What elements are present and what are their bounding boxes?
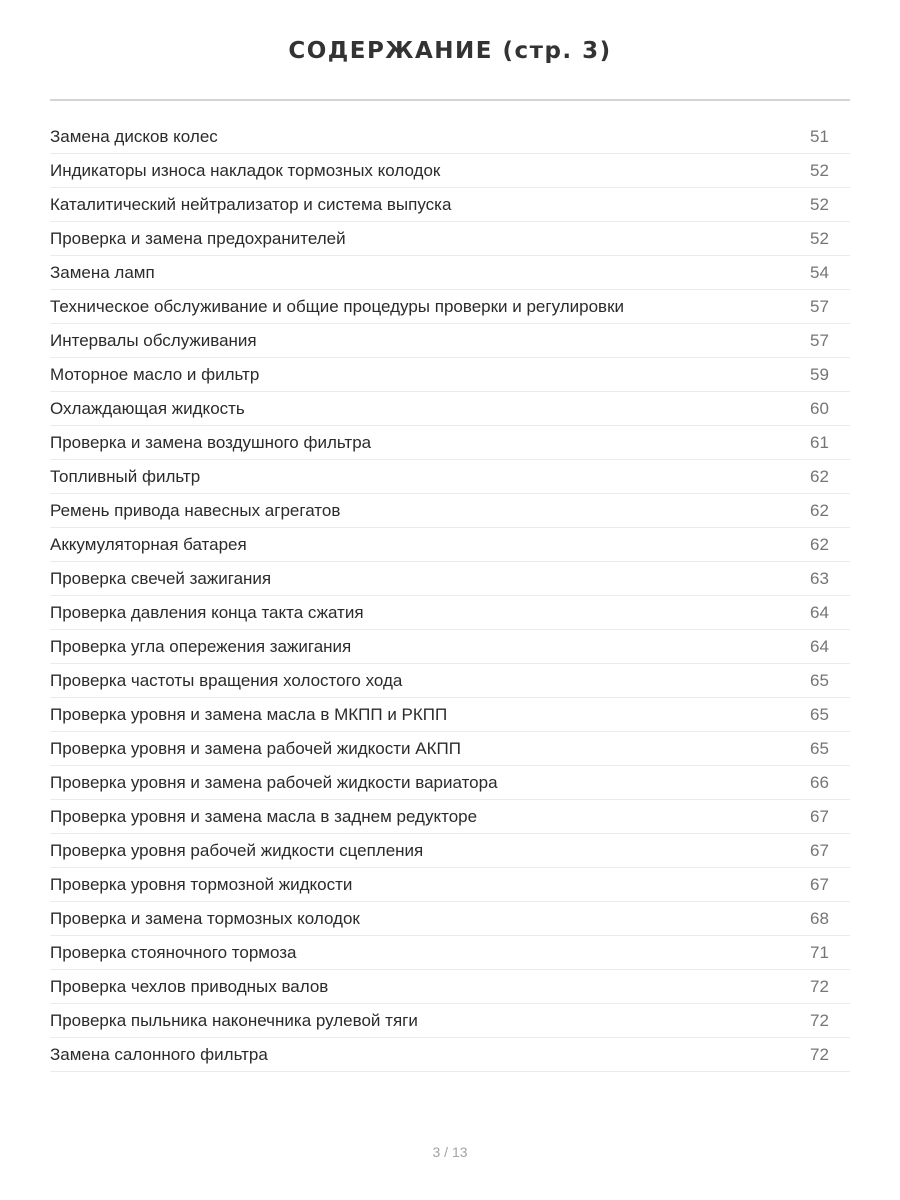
toc-entry[interactable] — [50, 664, 850, 698]
toc-entry[interactable] — [50, 970, 850, 1004]
toc-entry-label: Проверка уровня и замена масла в МКПП и РКПП — [50, 704, 448, 724]
toc-entry[interactable] — [50, 630, 850, 664]
toc-entry-page: 61 — [810, 432, 829, 452]
toc-entry-page: 52 — [810, 194, 829, 214]
toc-entry-label: Каталитический нейтрализатор и система выпуска — [50, 194, 452, 214]
toc-entry-label: Проверка чехлов приводных валов — [50, 976, 329, 996]
toc-entry[interactable] — [50, 154, 850, 188]
toc-entry[interactable] — [50, 494, 850, 528]
toc-entry-page: 59 — [810, 364, 829, 384]
toc-entry-label: Проверка уровня и замена рабочей жидкости АКПП — [50, 738, 461, 758]
toc-entry-label: Топливный фильтр — [50, 466, 201, 486]
toc-entry[interactable] — [50, 936, 850, 970]
toc-entry-label: Проверка и замена воздушного фильтра — [50, 432, 372, 452]
toc-entry-label: Проверка уровня рабочей жидкости сцепления — [50, 840, 424, 860]
toc-entry-page: 66 — [810, 772, 829, 792]
toc-entry-label: Индикаторы износа накладок тормозных колодок — [50, 160, 441, 180]
toc-entry-page: 72 — [810, 976, 829, 996]
toc-entry-page: 64 — [810, 636, 829, 656]
toc-entry-page: 57 — [810, 296, 829, 316]
toc-entry[interactable] — [50, 562, 850, 596]
toc-entry-page: 67 — [810, 874, 829, 894]
toc-entry-label: Проверка и замена предохранителей — [50, 228, 346, 248]
toc-entry[interactable] — [50, 120, 850, 154]
toc-entry-page: 62 — [810, 534, 829, 554]
toc-entry[interactable] — [50, 358, 850, 392]
toc-entry-page: 54 — [810, 262, 829, 282]
toc-entry[interactable] — [50, 392, 850, 426]
toc-entry[interactable] — [50, 188, 850, 222]
toc-entry-label: Проверка и замена тормозных колодок — [50, 908, 360, 928]
toc-entry-page: 52 — [810, 228, 829, 248]
toc-entry[interactable] — [50, 834, 850, 868]
toc-entry-label: Проверка свечей зажигания — [50, 568, 272, 588]
toc-entry[interactable] — [50, 868, 850, 902]
title-divider — [50, 99, 850, 101]
toc-entry-page: 60 — [810, 398, 829, 418]
toc-entry[interactable] — [50, 766, 850, 800]
toc-entry-label: Замена дисков колес — [50, 126, 218, 146]
toc-entry-page: 68 — [810, 908, 829, 928]
toc-entry[interactable] — [50, 528, 850, 562]
toc-entry[interactable] — [50, 324, 850, 358]
toc-entry-label: Проверка уровня тормозной жидкости — [50, 874, 353, 894]
toc-entry-page: 63 — [810, 568, 829, 588]
toc-entry-page: 67 — [810, 806, 829, 826]
toc-entry-page: 62 — [810, 500, 829, 520]
toc-entry-label: Проверка стояночного тормоза — [50, 942, 297, 962]
toc-entry-page: 52 — [810, 160, 829, 180]
toc-entry-label: Проверка угла опережения зажигания — [50, 636, 352, 656]
toc-entry-page: 51 — [810, 126, 829, 146]
toc-entry-page: 65 — [810, 670, 829, 690]
toc-entry-page: 65 — [810, 704, 829, 724]
toc-entry[interactable] — [50, 732, 850, 766]
toc-entry-label: Моторное масло и фильтр — [50, 364, 260, 384]
toc-entry-label: Ремень привода навесных агрегатов — [50, 500, 341, 520]
toc-entry[interactable] — [50, 222, 850, 256]
toc-entry[interactable] — [50, 800, 850, 834]
toc-entry-label: Проверка уровня и замена масла в заднем редукторе — [50, 806, 478, 826]
toc-entry-page: 72 — [810, 1044, 829, 1064]
toc-entry-label: Интервалы обслуживания — [50, 330, 257, 350]
toc-entry-label: Проверка уровня и замена рабочей жидкости вариатора — [50, 772, 498, 792]
toc-entry-label: Проверка пыльника наконечника рулевой тяги — [50, 1010, 418, 1030]
toc-entry-page: 71 — [810, 942, 829, 962]
page-indicator: 3 / 13 — [432, 1144, 468, 1160]
toc-entry[interactable] — [50, 426, 850, 460]
toc-list — [50, 120, 850, 1072]
toc-entry-label: Охлаждающая жидкость — [50, 398, 245, 418]
toc-entry-page: 65 — [810, 738, 829, 758]
toc-entry[interactable] — [50, 1004, 850, 1038]
toc-entry-label: Замена салонного фильтра — [50, 1044, 268, 1064]
toc-entry-page: 64 — [810, 602, 829, 622]
toc-entry[interactable] — [50, 460, 850, 494]
toc-entry-page: 72 — [810, 1010, 829, 1030]
toc-entry-label: Проверка давления конца такта сжатия — [50, 602, 364, 622]
toc-entry[interactable] — [50, 290, 850, 324]
toc-entry-page: 67 — [810, 840, 829, 860]
toc-entry[interactable] — [50, 1038, 850, 1072]
toc-entry-label: Проверка частоты вращения холостого хода — [50, 670, 403, 690]
toc-entry-label: Техническое обслуживание и общие процедуры проверки и регулировки — [50, 296, 625, 316]
toc-entry-label: Замена ламп — [50, 262, 155, 282]
toc-entry-label: Аккумуляторная батарея — [50, 534, 247, 554]
toc-entry[interactable] — [50, 902, 850, 936]
toc-entry[interactable] — [50, 698, 850, 732]
toc-entry[interactable] — [50, 256, 850, 290]
toc-entry-page: 57 — [810, 330, 829, 350]
page-title: СОДЕРЖАНИЕ (стр. 3) — [288, 38, 612, 64]
toc-entry[interactable] — [50, 596, 850, 630]
toc-entry-page: 62 — [810, 466, 829, 486]
